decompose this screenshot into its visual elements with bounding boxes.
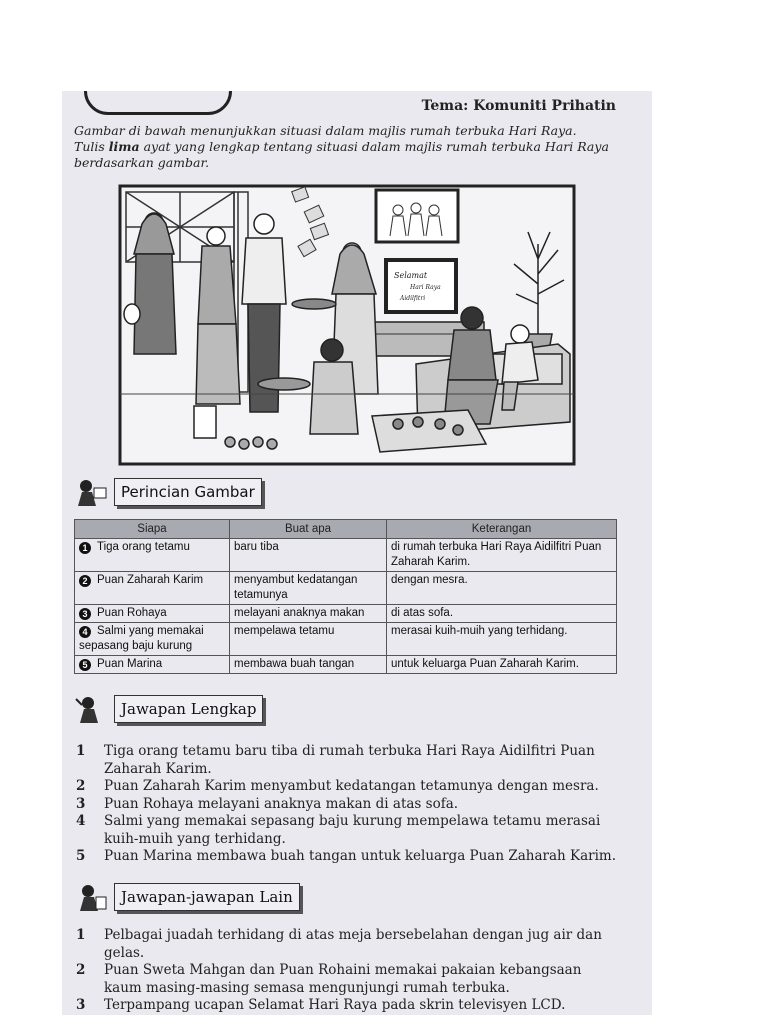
row-number-badge: 4	[79, 626, 91, 638]
detail-table	[74, 519, 617, 674]
row-who: Puan Marina	[97, 658, 163, 670]
row-note: di rumah terbuka Hari Raya Aidilfitri Puan Zaharah Karim.	[387, 539, 617, 572]
row-note: dengan mesra.	[387, 572, 617, 605]
instruction-line-1: Gambar di bawah menunjukkan situasi dalam majlis rumah terbuka Hari Raya.	[74, 123, 577, 138]
row-note: untuk keluarga Puan Zaharah Karim.	[387, 656, 617, 674]
tv-greeting-1: Selamat	[394, 271, 428, 280]
student-reading-icon	[74, 478, 108, 508]
row-who: Puan Zaharah Karim	[97, 574, 204, 586]
list-item: 5 Puan Marina membawa buah tangan untuk keluarga Puan Zaharah Karim.	[76, 848, 616, 864]
list-item: 3 Terpampang ucapan Selamat Hari Raya pada skrin televisyen LCD.	[76, 997, 566, 1013]
table-row	[75, 572, 617, 605]
student-writing-icon	[74, 883, 108, 913]
instructions	[74, 123, 622, 171]
worksheet-page	[62, 91, 652, 1015]
table-row	[75, 656, 617, 674]
row-note: di atas sofa.	[387, 605, 617, 623]
row-what: melayani anaknya makan	[230, 605, 387, 623]
table-row	[75, 605, 617, 623]
section-other-title: Jawapan-jawapan Lain	[114, 883, 300, 911]
list-item: 4 Salmi yang memakai sepasang baju kurung mempelawa tetamu merasai kuih-muih yang terhidang.	[76, 813, 601, 847]
other-answers-list	[74, 927, 622, 1015]
col-siapa: Siapa	[75, 520, 230, 539]
instruction-line-2: Tulis lima ayat yang lengkap tentang situasi dalam majlis rumah terbuka Hari Raya berdasarkan gambar.	[74, 139, 609, 170]
contoh-badge	[84, 91, 232, 115]
open-house-illustration	[118, 184, 576, 466]
table-row	[75, 623, 617, 656]
section-answer-title: Jawapan Lengkap	[114, 695, 263, 723]
complete-answers-list	[74, 743, 622, 866]
list-item: 2 Puan Zaharah Karim menyambut kedatangan tetamunya dengan mesra.	[76, 778, 599, 794]
student-thinking-icon	[74, 695, 108, 725]
row-number-badge: 1	[79, 542, 91, 554]
row-what: baru tiba	[230, 539, 387, 572]
row-number-badge: 5	[79, 659, 91, 671]
list-item: 2 Puan Sweta Mahgan dan Puan Rohaini memakai pakaian kebangsaan kaum masing-masing semasa mengunjungi rumah terbuka.	[76, 962, 582, 996]
list-item: 1 Tiga orang tetamu baru tiba di rumah terbuka Hari Raya Aidilfitri Puan Zaharah Karim.	[76, 743, 595, 777]
row-note: merasai kuih-muih yang terhidang.	[387, 623, 617, 656]
table-row	[75, 539, 617, 572]
row-what: mempelawa tetamu	[230, 623, 387, 656]
list-item: 1 Pelbagai juadah terhidang di atas meja bersebelahan dengan jug air dan gelas.	[76, 927, 602, 961]
tv-greeting-3: Aidilfitri	[400, 295, 426, 302]
family-photo-frame	[376, 190, 458, 242]
row-what: membawa buah tangan	[230, 656, 387, 674]
list-item: 3 Puan Rohaya melayani anaknya makan di atas sofa.	[76, 795, 459, 812]
row-who: Tiga orang tetamu	[97, 541, 190, 553]
section-detail-title: Perincian Gambar	[114, 478, 262, 506]
row-what: menyambut kedatangan tetamunya	[230, 572, 387, 605]
col-keterangan: Keterangan	[387, 520, 617, 539]
table-header-row	[75, 520, 617, 539]
row-who: Salmi yang memakai sepasang baju kurung	[79, 625, 204, 652]
row-number-badge: 2	[79, 575, 91, 587]
row-number-badge: 3	[79, 608, 91, 620]
tv-greeting-2: Hari Raya	[410, 284, 441, 291]
col-buat-apa: Buat apa	[230, 520, 387, 539]
row-who: Puan Rohaya	[97, 607, 167, 619]
theme-label: Tema: Komuniti Prihatin	[421, 98, 616, 114]
